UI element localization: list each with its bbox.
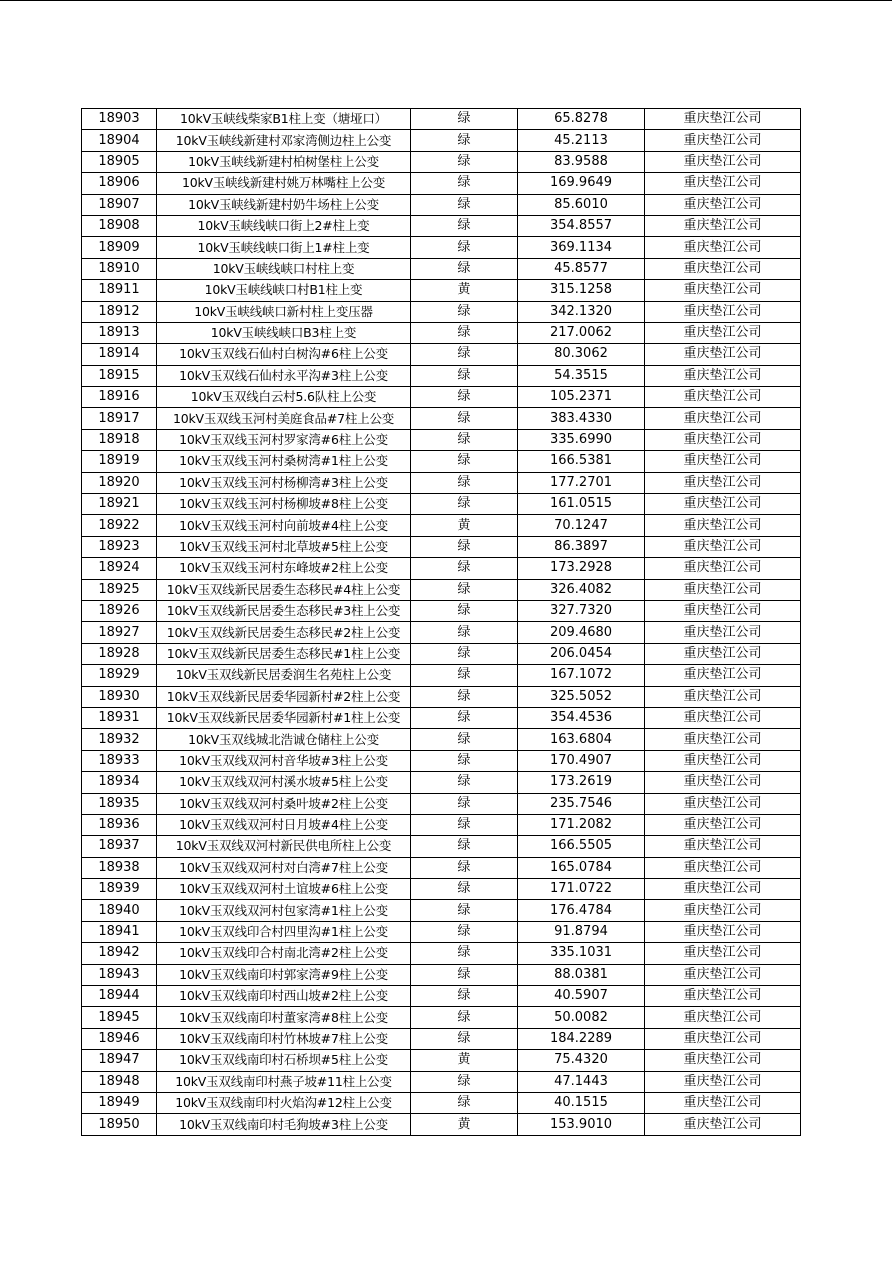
table-body xyxy=(82,109,801,1136)
company-cell: 重庆垫江公司 xyxy=(645,579,801,600)
row-id-cell: 18911 xyxy=(82,280,157,301)
table-row xyxy=(82,451,801,472)
name-cell: 10kV玉双线南印村竹林坡#7柱上公变 xyxy=(157,1028,411,1049)
company-cell: 重庆垫江公司 xyxy=(645,494,801,515)
company-cell: 重庆垫江公司 xyxy=(645,814,801,835)
table-row xyxy=(82,280,801,301)
company-cell: 重庆垫江公司 xyxy=(645,322,801,343)
row-id-cell: 18945 xyxy=(82,1007,157,1028)
table-row xyxy=(82,921,801,942)
status-color-cell: 绿 xyxy=(411,665,518,686)
company-cell: 重庆垫江公司 xyxy=(645,600,801,621)
table-row xyxy=(82,579,801,600)
table-row xyxy=(82,365,801,386)
status-color-cell: 绿 xyxy=(411,301,518,322)
status-color-cell: 黄 xyxy=(411,1050,518,1071)
table-row xyxy=(82,130,801,151)
row-id-cell: 18909 xyxy=(82,237,157,258)
name-cell: 10kV玉双线印合村南北湾#2柱上公变 xyxy=(157,943,411,964)
name-cell: 10kV玉双线玉河村杨柳坡#8柱上公变 xyxy=(157,494,411,515)
table-row xyxy=(82,258,801,279)
status-color-cell: 绿 xyxy=(411,600,518,621)
status-color-cell: 黄 xyxy=(411,515,518,536)
status-color-cell: 绿 xyxy=(411,365,518,386)
value-cell: 91.8794 xyxy=(518,921,645,942)
name-cell: 10kV玉双线新民居委华园新村#1柱上公变 xyxy=(157,707,411,728)
company-cell: 重庆垫江公司 xyxy=(645,986,801,1007)
row-id-cell: 18917 xyxy=(82,408,157,429)
company-cell: 重庆垫江公司 xyxy=(645,536,801,557)
value-cell: 88.0381 xyxy=(518,964,645,985)
name-cell: 10kV玉双线南印村火焰沟#12柱上公变 xyxy=(157,1092,411,1113)
row-id-cell: 18907 xyxy=(82,194,157,215)
company-cell: 重庆垫江公司 xyxy=(645,707,801,728)
table-row xyxy=(82,322,801,343)
value-cell: 85.6010 xyxy=(518,194,645,215)
company-cell: 重庆垫江公司 xyxy=(645,365,801,386)
value-cell: 354.8557 xyxy=(518,215,645,236)
row-id-cell: 18923 xyxy=(82,536,157,557)
company-cell: 重庆垫江公司 xyxy=(645,1092,801,1113)
company-cell: 重庆垫江公司 xyxy=(645,857,801,878)
table-row xyxy=(82,857,801,878)
company-cell: 重庆垫江公司 xyxy=(645,665,801,686)
status-color-cell: 绿 xyxy=(411,344,518,365)
row-id-cell: 18937 xyxy=(82,836,157,857)
table-row xyxy=(82,772,801,793)
value-cell: 171.2082 xyxy=(518,814,645,835)
name-cell: 10kV玉峡线新建村奶牛场柱上公变 xyxy=(157,194,411,215)
company-cell: 重庆垫江公司 xyxy=(645,643,801,664)
table-row xyxy=(82,1114,801,1135)
status-color-cell: 绿 xyxy=(411,986,518,1007)
row-id-cell: 18944 xyxy=(82,986,157,1007)
table-row xyxy=(82,1092,801,1113)
name-cell: 10kV玉双线新民居委生态移民#2柱上公变 xyxy=(157,622,411,643)
table-row xyxy=(82,151,801,172)
status-color-cell: 绿 xyxy=(411,408,518,429)
company-cell: 重庆垫江公司 xyxy=(645,173,801,194)
company-cell: 重庆垫江公司 xyxy=(645,793,801,814)
transformer-table xyxy=(81,108,801,1136)
row-id-cell: 18947 xyxy=(82,1050,157,1071)
name-cell: 10kV玉双线印合村四里沟#1柱上公变 xyxy=(157,921,411,942)
name-cell: 10kV玉双线新民居委华园新村#2柱上公变 xyxy=(157,686,411,707)
value-cell: 166.5381 xyxy=(518,451,645,472)
company-cell: 重庆垫江公司 xyxy=(645,750,801,771)
status-color-cell: 黄 xyxy=(411,280,518,301)
value-cell: 209.4680 xyxy=(518,622,645,643)
value-cell: 153.9010 xyxy=(518,1114,645,1135)
status-color-cell: 绿 xyxy=(411,130,518,151)
table-row xyxy=(82,408,801,429)
name-cell: 10kV玉双线新民居委生态移民#4柱上公变 xyxy=(157,579,411,600)
table-row xyxy=(82,622,801,643)
company-cell: 重庆垫江公司 xyxy=(645,1114,801,1135)
name-cell: 10kV玉双线南印村董家湾#8柱上公变 xyxy=(157,1007,411,1028)
company-cell: 重庆垫江公司 xyxy=(645,900,801,921)
value-cell: 40.1515 xyxy=(518,1092,645,1113)
row-id-cell: 18912 xyxy=(82,301,157,322)
row-id-cell: 18948 xyxy=(82,1071,157,1092)
name-cell: 10kV玉双线石仙村永平沟#3柱上公变 xyxy=(157,365,411,386)
status-color-cell: 绿 xyxy=(411,536,518,557)
company-cell: 重庆垫江公司 xyxy=(645,964,801,985)
company-cell: 重庆垫江公司 xyxy=(645,301,801,322)
value-cell: 86.3897 xyxy=(518,536,645,557)
table-row xyxy=(82,301,801,322)
status-color-cell: 黄 xyxy=(411,1114,518,1135)
company-cell: 重庆垫江公司 xyxy=(645,194,801,215)
value-cell: 161.0515 xyxy=(518,494,645,515)
row-id-cell: 18915 xyxy=(82,365,157,386)
row-id-cell: 18939 xyxy=(82,879,157,900)
status-color-cell: 绿 xyxy=(411,643,518,664)
status-color-cell: 绿 xyxy=(411,558,518,579)
company-cell: 重庆垫江公司 xyxy=(645,387,801,408)
company-cell: 重庆垫江公司 xyxy=(645,1028,801,1049)
row-id-cell: 18929 xyxy=(82,665,157,686)
name-cell: 10kV玉峡线新建村邓家湾侧边柱上公变 xyxy=(157,130,411,151)
name-cell: 10kV玉双线新民居委润生名苑柱上公变 xyxy=(157,665,411,686)
status-color-cell: 绿 xyxy=(411,729,518,750)
value-cell: 383.4330 xyxy=(518,408,645,429)
value-cell: 171.0722 xyxy=(518,879,645,900)
row-id-cell: 18946 xyxy=(82,1028,157,1049)
row-id-cell: 18910 xyxy=(82,258,157,279)
value-cell: 47.1443 xyxy=(518,1071,645,1092)
status-color-cell: 绿 xyxy=(411,793,518,814)
value-cell: 50.0082 xyxy=(518,1007,645,1028)
row-id-cell: 18919 xyxy=(82,451,157,472)
row-id-cell: 18926 xyxy=(82,600,157,621)
company-cell: 重庆垫江公司 xyxy=(645,151,801,172)
company-cell: 重庆垫江公司 xyxy=(645,879,801,900)
row-id-cell: 18931 xyxy=(82,707,157,728)
status-color-cell: 绿 xyxy=(411,921,518,942)
row-id-cell: 18932 xyxy=(82,729,157,750)
value-cell: 342.1320 xyxy=(518,301,645,322)
table-row xyxy=(82,686,801,707)
row-id-cell: 18942 xyxy=(82,943,157,964)
name-cell: 10kV玉双线玉河村向前坡#4柱上公变 xyxy=(157,515,411,536)
company-cell: 重庆垫江公司 xyxy=(645,772,801,793)
status-color-cell: 绿 xyxy=(411,943,518,964)
company-cell: 重庆垫江公司 xyxy=(645,686,801,707)
value-cell: 325.5052 xyxy=(518,686,645,707)
table-row xyxy=(82,836,801,857)
value-cell: 167.1072 xyxy=(518,665,645,686)
name-cell: 10kV玉峡线峡口B3柱上变 xyxy=(157,322,411,343)
name-cell: 10kV玉峡线新建村姚万林嘴柱上公变 xyxy=(157,173,411,194)
value-cell: 173.2928 xyxy=(518,558,645,579)
status-color-cell: 绿 xyxy=(411,879,518,900)
row-id-cell: 18906 xyxy=(82,173,157,194)
status-color-cell: 绿 xyxy=(411,1092,518,1113)
row-id-cell: 18949 xyxy=(82,1092,157,1113)
name-cell: 10kV玉双线白云村5.6队柱上公变 xyxy=(157,387,411,408)
table-row xyxy=(82,707,801,728)
name-cell: 10kV玉双线玉河村东峰坡#2柱上公变 xyxy=(157,558,411,579)
value-cell: 176.4784 xyxy=(518,900,645,921)
row-id-cell: 18943 xyxy=(82,964,157,985)
value-cell: 45.8577 xyxy=(518,258,645,279)
company-cell: 重庆垫江公司 xyxy=(645,558,801,579)
row-id-cell: 18905 xyxy=(82,151,157,172)
value-cell: 327.7320 xyxy=(518,600,645,621)
table-row xyxy=(82,1028,801,1049)
status-color-cell: 绿 xyxy=(411,686,518,707)
row-id-cell: 18930 xyxy=(82,686,157,707)
table-row xyxy=(82,194,801,215)
name-cell: 10kV玉双线双河村包家湾#1柱上公变 xyxy=(157,900,411,921)
value-cell: 169.9649 xyxy=(518,173,645,194)
name-cell: 10kV玉峡线峡口村柱上变 xyxy=(157,258,411,279)
row-id-cell: 18950 xyxy=(82,1114,157,1135)
value-cell: 163.6804 xyxy=(518,729,645,750)
value-cell: 173.2619 xyxy=(518,772,645,793)
status-color-cell: 绿 xyxy=(411,814,518,835)
table-row xyxy=(82,472,801,493)
value-cell: 105.2371 xyxy=(518,387,645,408)
page-top-border xyxy=(0,0,892,1)
row-id-cell: 18908 xyxy=(82,215,157,236)
name-cell: 10kV玉双线双河村新民供电所柱上公变 xyxy=(157,836,411,857)
value-cell: 335.6990 xyxy=(518,429,645,450)
table-row xyxy=(82,536,801,557)
company-cell: 重庆垫江公司 xyxy=(645,429,801,450)
value-cell: 54.3515 xyxy=(518,365,645,386)
company-cell: 重庆垫江公司 xyxy=(645,943,801,964)
status-color-cell: 绿 xyxy=(411,900,518,921)
row-id-cell: 18904 xyxy=(82,130,157,151)
row-id-cell: 18922 xyxy=(82,515,157,536)
table-row xyxy=(82,1071,801,1092)
company-cell: 重庆垫江公司 xyxy=(645,280,801,301)
name-cell: 10kV玉双线双河村溪水坡#5柱上公变 xyxy=(157,772,411,793)
value-cell: 369.1134 xyxy=(518,237,645,258)
company-cell: 重庆垫江公司 xyxy=(645,729,801,750)
name-cell: 10kV玉双线南印村郭家湾#9柱上公变 xyxy=(157,964,411,985)
value-cell: 166.5505 xyxy=(518,836,645,857)
value-cell: 70.1247 xyxy=(518,515,645,536)
company-cell: 重庆垫江公司 xyxy=(645,451,801,472)
company-cell: 重庆垫江公司 xyxy=(645,1007,801,1028)
row-id-cell: 18934 xyxy=(82,772,157,793)
company-cell: 重庆垫江公司 xyxy=(645,109,801,130)
row-id-cell: 18914 xyxy=(82,344,157,365)
table-row xyxy=(82,600,801,621)
name-cell: 10kV玉双线石仙村白树沟#6柱上公变 xyxy=(157,344,411,365)
name-cell: 10kV玉双线新民居委生态移民#1柱上公变 xyxy=(157,643,411,664)
table-row xyxy=(82,109,801,130)
name-cell: 10kV玉峡线峡口街上1#柱上变 xyxy=(157,237,411,258)
company-cell: 重庆垫江公司 xyxy=(645,1050,801,1071)
table-row xyxy=(82,1050,801,1071)
row-id-cell: 18936 xyxy=(82,814,157,835)
row-id-cell: 18903 xyxy=(82,109,157,130)
table-row xyxy=(82,814,801,835)
status-color-cell: 绿 xyxy=(411,494,518,515)
table-row xyxy=(82,215,801,236)
name-cell: 10kV玉双线玉河村桑树湾#1柱上公变 xyxy=(157,451,411,472)
status-color-cell: 绿 xyxy=(411,429,518,450)
row-id-cell: 18924 xyxy=(82,558,157,579)
name-cell: 10kV玉双线新民居委生态移民#3柱上公变 xyxy=(157,600,411,621)
status-color-cell: 绿 xyxy=(411,750,518,771)
status-color-cell: 绿 xyxy=(411,622,518,643)
status-color-cell: 绿 xyxy=(411,1007,518,1028)
name-cell: 10kV玉双线双河村桑叶坡#2柱上公变 xyxy=(157,793,411,814)
table-row xyxy=(82,900,801,921)
status-color-cell: 绿 xyxy=(411,215,518,236)
company-cell: 重庆垫江公司 xyxy=(645,344,801,365)
name-cell: 10kV玉双线双河村土谊坡#6柱上公变 xyxy=(157,879,411,900)
name-cell: 10kV玉峡线峡口村B1柱上变 xyxy=(157,280,411,301)
value-cell: 326.4082 xyxy=(518,579,645,600)
status-color-cell: 绿 xyxy=(411,322,518,343)
row-id-cell: 18941 xyxy=(82,921,157,942)
value-cell: 184.2289 xyxy=(518,1028,645,1049)
status-color-cell: 绿 xyxy=(411,151,518,172)
company-cell: 重庆垫江公司 xyxy=(645,921,801,942)
value-cell: 40.5907 xyxy=(518,986,645,1007)
company-cell: 重庆垫江公司 xyxy=(645,622,801,643)
row-id-cell: 18927 xyxy=(82,622,157,643)
value-cell: 170.4907 xyxy=(518,750,645,771)
value-cell: 65.8278 xyxy=(518,109,645,130)
name-cell: 10kV玉峡线峡口新村柱上变压器 xyxy=(157,301,411,322)
status-color-cell: 绿 xyxy=(411,857,518,878)
company-cell: 重庆垫江公司 xyxy=(645,836,801,857)
value-cell: 80.3062 xyxy=(518,344,645,365)
table-row xyxy=(82,1007,801,1028)
table-row xyxy=(82,237,801,258)
name-cell: 10kV玉双线双河村日月坡#4柱上公变 xyxy=(157,814,411,835)
row-id-cell: 18935 xyxy=(82,793,157,814)
name-cell: 10kV玉双线双河村对白湾#7柱上公变 xyxy=(157,857,411,878)
row-id-cell: 18933 xyxy=(82,750,157,771)
status-color-cell: 绿 xyxy=(411,707,518,728)
value-cell: 335.1031 xyxy=(518,943,645,964)
status-color-cell: 绿 xyxy=(411,472,518,493)
value-cell: 75.4320 xyxy=(518,1050,645,1071)
status-color-cell: 绿 xyxy=(411,964,518,985)
value-cell: 45.2113 xyxy=(518,130,645,151)
company-cell: 重庆垫江公司 xyxy=(645,130,801,151)
table-row xyxy=(82,729,801,750)
company-cell: 重庆垫江公司 xyxy=(645,237,801,258)
name-cell: 10kV玉双线双河村音华坡#3柱上公变 xyxy=(157,750,411,771)
name-cell: 10kV玉双线南印村石桥坝#5柱上公变 xyxy=(157,1050,411,1071)
table-row xyxy=(82,494,801,515)
table-row xyxy=(82,344,801,365)
company-cell: 重庆垫江公司 xyxy=(645,408,801,429)
table-row xyxy=(82,558,801,579)
status-color-cell: 绿 xyxy=(411,451,518,472)
name-cell: 10kV玉双线玉河村美庭食品#7柱上公变 xyxy=(157,408,411,429)
row-id-cell: 18925 xyxy=(82,579,157,600)
table-row xyxy=(82,879,801,900)
value-cell: 206.0454 xyxy=(518,643,645,664)
table-row xyxy=(82,173,801,194)
company-cell: 重庆垫江公司 xyxy=(645,215,801,236)
status-color-cell: 绿 xyxy=(411,772,518,793)
name-cell: 10kV玉双线城北浩诚仓储柱上公变 xyxy=(157,729,411,750)
table-row xyxy=(82,387,801,408)
status-color-cell: 绿 xyxy=(411,109,518,130)
row-id-cell: 18921 xyxy=(82,494,157,515)
status-color-cell: 绿 xyxy=(411,836,518,857)
value-cell: 83.9588 xyxy=(518,151,645,172)
row-id-cell: 18918 xyxy=(82,429,157,450)
company-cell: 重庆垫江公司 xyxy=(645,258,801,279)
table-row xyxy=(82,793,801,814)
name-cell: 10kV玉峡线柴家B1柱上变（塘垭口） xyxy=(157,109,411,130)
status-color-cell: 绿 xyxy=(411,387,518,408)
name-cell: 10kV玉峡线新建村柏树堡柱上公变 xyxy=(157,151,411,172)
company-cell: 重庆垫江公司 xyxy=(645,1071,801,1092)
table-row xyxy=(82,986,801,1007)
name-cell: 10kV玉双线玉河村罗家湾#6柱上公变 xyxy=(157,429,411,450)
status-color-cell: 绿 xyxy=(411,173,518,194)
table-row xyxy=(82,643,801,664)
row-id-cell: 18940 xyxy=(82,900,157,921)
row-id-cell: 18913 xyxy=(82,322,157,343)
status-color-cell: 绿 xyxy=(411,258,518,279)
status-color-cell: 绿 xyxy=(411,1028,518,1049)
value-cell: 354.4536 xyxy=(518,707,645,728)
status-color-cell: 绿 xyxy=(411,194,518,215)
value-cell: 315.1258 xyxy=(518,280,645,301)
value-cell: 165.0784 xyxy=(518,857,645,878)
status-color-cell: 绿 xyxy=(411,237,518,258)
status-color-cell: 绿 xyxy=(411,1071,518,1092)
table-row xyxy=(82,665,801,686)
table-row xyxy=(82,964,801,985)
name-cell: 10kV玉峡线峡口街上2#柱上变 xyxy=(157,215,411,236)
value-cell: 177.2701 xyxy=(518,472,645,493)
company-cell: 重庆垫江公司 xyxy=(645,472,801,493)
value-cell: 217.0062 xyxy=(518,322,645,343)
row-id-cell: 18938 xyxy=(82,857,157,878)
table-row xyxy=(82,750,801,771)
row-id-cell: 18928 xyxy=(82,643,157,664)
row-id-cell: 18920 xyxy=(82,472,157,493)
name-cell: 10kV玉双线南印村西山坡#2柱上公变 xyxy=(157,986,411,1007)
status-color-cell: 绿 xyxy=(411,579,518,600)
value-cell: 235.7546 xyxy=(518,793,645,814)
company-cell: 重庆垫江公司 xyxy=(645,515,801,536)
table-row xyxy=(82,429,801,450)
table-row xyxy=(82,943,801,964)
name-cell: 10kV玉双线玉河村北草坡#5柱上公变 xyxy=(157,536,411,557)
name-cell: 10kV玉双线南印村燕子坡#11柱上公变 xyxy=(157,1071,411,1092)
row-id-cell: 18916 xyxy=(82,387,157,408)
name-cell: 10kV玉双线玉河村杨柳湾#3柱上公变 xyxy=(157,472,411,493)
name-cell: 10kV玉双线南印村毛狗坡#3柱上公变 xyxy=(157,1114,411,1135)
table-row xyxy=(82,515,801,536)
